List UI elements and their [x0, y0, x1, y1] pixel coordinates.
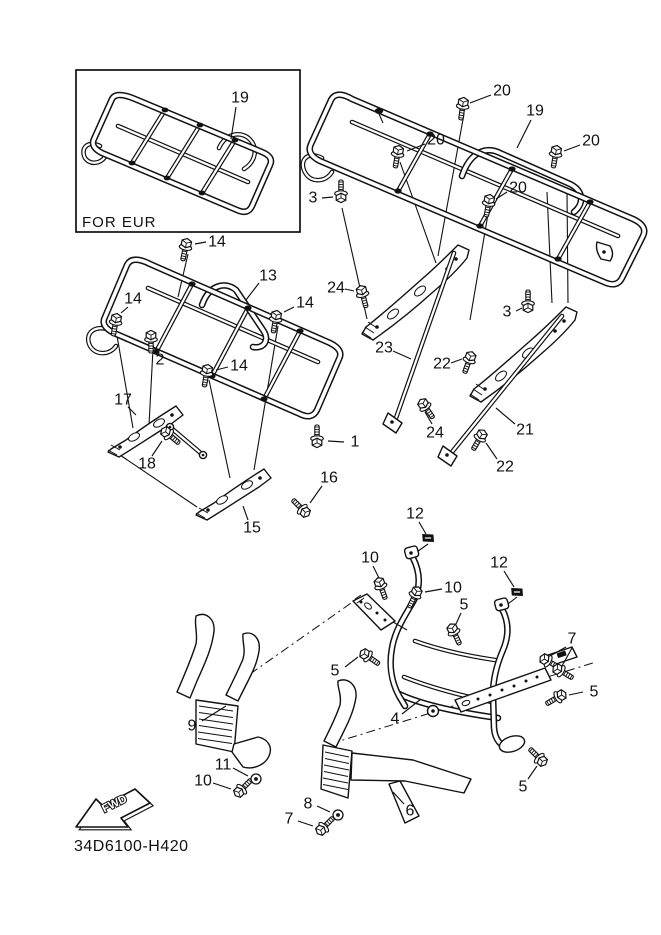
callout-7: 7: [284, 810, 294, 828]
callout-9: 9: [187, 717, 197, 735]
fwd-label: FWD: [100, 793, 130, 816]
bumper-frame: [391, 545, 527, 755]
callout-5: 5: [459, 596, 469, 614]
callout-8: 8: [303, 795, 313, 813]
callout-2: 2: [155, 351, 165, 369]
callout-18: 18: [138, 455, 156, 473]
leader-line: [298, 821, 313, 826]
leader-line: [569, 692, 583, 695]
bolt-part: [522, 290, 535, 313]
bolt-part: [288, 495, 313, 520]
callout-14: 14: [296, 294, 314, 312]
washer-part: [251, 774, 261, 784]
leader-line: [310, 486, 322, 503]
bolt-part: [525, 744, 550, 769]
leader-line: [233, 768, 248, 776]
bolt-part: [357, 646, 383, 669]
washer-part: [333, 810, 343, 820]
callout-22: 22: [433, 355, 451, 373]
callout-19: 19: [526, 102, 544, 120]
bolt-part: [543, 687, 569, 709]
leader-line: [470, 95, 491, 103]
clip-part: [510, 586, 524, 597]
callout-10: 10: [444, 579, 462, 597]
callout-20: 20: [427, 131, 445, 149]
stay-21: [438, 316, 562, 466]
bolt-part: [335, 180, 348, 203]
bolt-part: [354, 284, 372, 309]
callout-7: 7: [567, 630, 577, 648]
callout-22: 22: [496, 458, 514, 476]
callout-24: 24: [426, 424, 444, 442]
callout-11: 11: [214, 756, 232, 774]
leader-line: [496, 408, 515, 424]
leader-line: [152, 441, 162, 456]
leader-line: [317, 806, 330, 812]
callout-10: 10: [194, 772, 212, 790]
leader-line: [195, 242, 206, 244]
leader-line: [328, 441, 344, 442]
leader-line: [456, 613, 461, 624]
callout-15: 15: [243, 519, 261, 537]
inset-label: FOR EUR: [82, 214, 157, 231]
callouts: [114, 83, 600, 828]
leader-line: [528, 766, 537, 779]
bolt-part: [177, 237, 194, 262]
leader-line: [504, 571, 514, 587]
bolt-part: [389, 144, 405, 168]
leader-line: [345, 289, 354, 291]
callout-12: 12: [490, 554, 508, 572]
part-code: 34D6100-H420: [74, 838, 189, 855]
fwd-arrow: [76, 789, 153, 830]
leader-line: [322, 197, 333, 198]
rear-carrier: [303, 95, 644, 466]
callout-20: 20: [493, 82, 511, 100]
leader-line: [425, 589, 442, 592]
callout-19: 19: [231, 89, 249, 107]
eur-carrier: [83, 95, 271, 212]
guard-right: [321, 680, 471, 823]
callout-14: 14: [230, 357, 248, 375]
callout-12: 12: [406, 505, 424, 523]
leader-line: [373, 566, 379, 578]
leader-line: [419, 522, 426, 534]
callout-14: 14: [208, 233, 226, 251]
callout-1: 1: [350, 433, 360, 451]
callout-23: 23: [375, 339, 393, 357]
bolt-part: [455, 97, 471, 121]
front-bracket-15: [196, 469, 271, 520]
leader-line: [121, 307, 128, 313]
callout-10: 10: [361, 549, 379, 567]
leader-line: [246, 283, 259, 300]
callout-3: 3: [502, 303, 512, 321]
leader-line: [517, 120, 531, 148]
guard-left: [177, 614, 270, 767]
callout-5: 5: [518, 778, 528, 796]
leader-line: [393, 351, 411, 359]
callout-3: 3: [308, 189, 318, 207]
leader-line: [486, 443, 497, 459]
inset-for-eur-box: [76, 70, 300, 232]
bolt-part: [547, 144, 563, 168]
callout-20: 20: [582, 132, 600, 150]
bolt-part: [445, 621, 466, 647]
bolt-part: [480, 193, 496, 217]
bolt-part: [372, 576, 392, 602]
leader-line: [213, 783, 231, 789]
callout-5: 5: [589, 683, 599, 701]
bolt-part: [459, 350, 479, 376]
leader-line: [345, 657, 358, 667]
callout-16: 16: [320, 469, 338, 487]
leader-line: [516, 308, 522, 311]
callout-21: 21: [516, 421, 534, 439]
clip-part: [421, 532, 435, 543]
leader-line: [243, 506, 248, 520]
callout-14: 14: [124, 290, 142, 308]
callout-20: 20: [509, 179, 527, 197]
callout-17: 17: [114, 391, 132, 409]
callout-6: 6: [405, 802, 415, 820]
rear-bracket-right: [470, 307, 577, 402]
leader-line: [564, 145, 580, 151]
bolt-part: [311, 425, 324, 448]
rear-mount-tab: [597, 242, 613, 261]
callout-13: 13: [259, 267, 277, 285]
callout-24: 24: [327, 279, 345, 297]
leader-line: [284, 307, 294, 312]
callout-4: 4: [390, 710, 400, 728]
leader-line: [451, 359, 462, 363]
bolt-part: [415, 396, 438, 422]
callout-5: 5: [330, 662, 340, 680]
